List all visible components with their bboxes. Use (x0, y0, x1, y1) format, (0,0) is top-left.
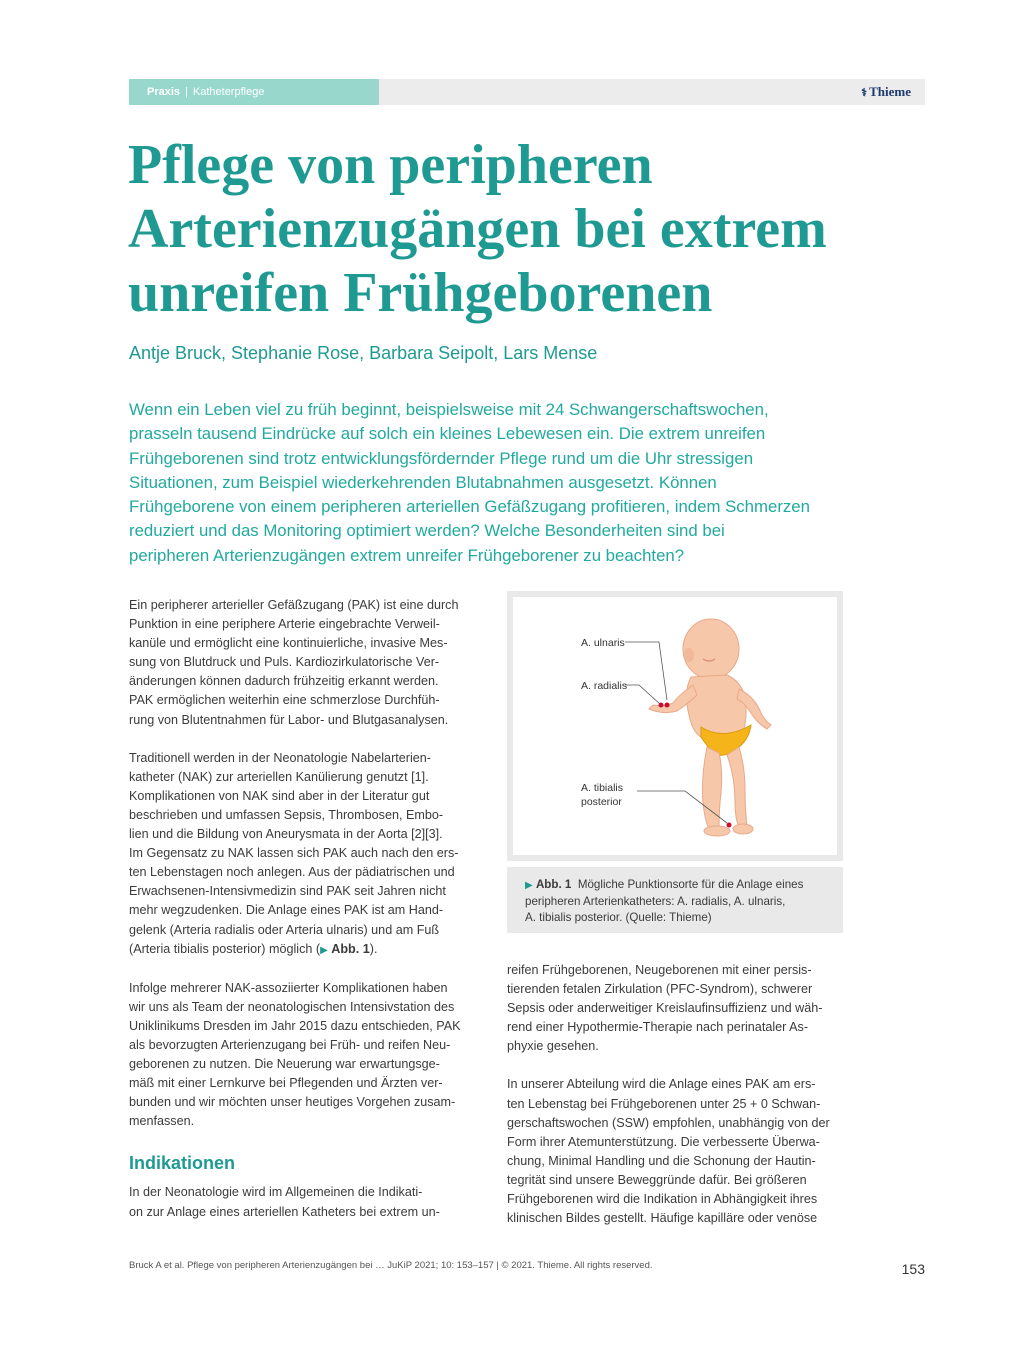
leader-line-radialis (625, 685, 661, 705)
text-line: tierenden fetalen Zirkulation (PFC-Syndrom), schwerer (507, 982, 813, 997)
lead-line: peripheren Arterienzugängen extrem unreifer Frühgeborener zu beachten? (129, 545, 685, 565)
text-line: phyxie gesehen. (507, 1039, 599, 1054)
infant-illustration (513, 597, 837, 855)
paragraph (507, 1075, 847, 1228)
text-line: mäß mit einer Lernkurve bei Pflegenden und Ärzten ver- (129, 1076, 443, 1091)
text-line: Infolge mehrerer NAK-assoziierter Komplikationen haben (129, 980, 448, 995)
puncture-point-ulnaris (665, 703, 670, 708)
text-line: Erwachsenen-Intensivmedizin sind PAK seit Jahren nicht (129, 884, 446, 899)
figure-image (513, 597, 837, 855)
section-separator: | (185, 86, 188, 98)
lead-line: Frühgeborene von einem peripheren arteriellen Gefäßzugang profitieren, indem Schmerzen (129, 497, 810, 517)
text-line: gelenk (Arteria radialis oder Arteria ulnaris) und am Fuß (129, 922, 440, 937)
figure-frame (507, 591, 843, 861)
publisher-name: Thieme (869, 84, 911, 99)
figure-caption (507, 867, 843, 933)
figure-reference-link[interactable]: Abb. 1 (331, 941, 370, 956)
authors: Antje Bruck, Stephanie Rose, Barbara Seipolt, Lars Mense (129, 343, 598, 363)
text-fragment: (Arteria tibialis posterior) möglich ( (129, 941, 321, 956)
text-line: Form ihrer Atemunterstützung. Die verbesserte Überwa- (507, 1134, 820, 1149)
caption-line: A. tibialis posterior. (Quelle: Thieme) (525, 911, 712, 924)
label-radialis: A. radialis (581, 680, 628, 692)
text-line: rend einer Hypothermie-Therapie nach perinataler As- (507, 1020, 809, 1035)
text-line: Traditionell werden in der Neonatologie Nabelarterien- (129, 750, 431, 765)
infant-body (649, 619, 771, 836)
text-line: Frühgeborenen wird die Indikation in Abhängigkeit ihres (507, 1192, 818, 1207)
text-line: als bevorzugten Arterienzugang bei Früh- und reifen Neu- (129, 1037, 451, 1052)
caption-text: Mögliche Punktionsorte für die Anlage eines (577, 878, 804, 891)
section-heading: Indikationen (129, 1153, 236, 1174)
topic-label: Katheterpflege (192, 86, 265, 98)
text-line: geborenen zu nutzen. Die Neuerung war erwartungsge- (129, 1057, 440, 1072)
text-line: Komplikationen von NAK sind aber in der Literatur gut (129, 788, 430, 803)
caption-figure-number: Abb. 1 (535, 878, 572, 891)
lead-line: Wenn ein Leben viel zu früh beginnt, beispielsweise mit 24 Schwangerschaftswochen, (129, 400, 769, 419)
caption-arrow-icon: ▶ (525, 880, 533, 891)
text-line: rung von Blutentnahmen für Labor- und Blutgasanalysen. (129, 712, 449, 727)
puncture-point-tibialis (727, 823, 732, 828)
paragraph-gap (129, 730, 469, 749)
footer-citation: Bruck A et al. Pflege von peripheren Arterienzugängen bei … JuKiP 2021; 10: 153–157 | © 2021. Thieme. All rights reserved. (129, 1260, 653, 1271)
figure-ref-arrow-icon: ▶ (320, 944, 328, 956)
paragraph (129, 1183, 469, 1221)
paragraph-gap (129, 1175, 469, 1183)
text-line: ten Lebenstag bei Frühgeborenen unter 25 + 0 Schwan- (507, 1096, 821, 1111)
text-line: bunden und wir möchten unser heutiges Vorgehen zusam- (129, 1095, 456, 1110)
section-label: Praxis (147, 86, 181, 98)
text-line: beschrieben und umfassen Sepsis, Thrombosen, Embo- (129, 807, 444, 822)
text-line: PAK ermöglichen weiterhin eine schmerzlose Durchfüh- (129, 693, 440, 708)
caption-line (525, 877, 843, 894)
text-line: Im Gegensatz zu NAK lassen sich PAK auch nach den ers- (129, 846, 459, 861)
paragraph (129, 596, 469, 730)
label-tibialis-1: A. tibialis (581, 782, 624, 794)
text-line: Uniklinikums Dresden im Jahr 2015 dazu entschieden, PAK (129, 1018, 461, 1033)
page-number: 153 (901, 1261, 925, 1277)
lead-line: reduziert und das Monitoring optimiert werden? Welche Besonderheiten sind bei (129, 521, 725, 541)
text-line: katheter (NAK) zur arteriellen Kanülierung genutzt [1]. (129, 769, 429, 784)
text-line: on zur Anlage eines arteriellen Katheters bei extrem un- (129, 1204, 440, 1219)
text-line: In der Neonatologie wird im Allgemeinen die Indikati- (129, 1185, 423, 1200)
text-line: mehr wegzudenken. Die Anlage eines PAK ist am Hand- (129, 903, 444, 918)
paragraph-gap (129, 960, 469, 979)
lead-paragraph (129, 398, 859, 568)
text-line: Ein peripherer arterieller Gefäßzugang (PAK) ist eine durch (129, 598, 459, 612)
lead-line: Frühgeborenen sind trotz entwicklungsfördernder Pflege rund um die Uhr stressigen (129, 448, 754, 468)
title-line: Pflege von peripheren (128, 134, 653, 196)
text-line: klinischen Bildes gestellt. Häufige kapilläre oder venöse (507, 1211, 818, 1226)
text-line: änderungen können dadurch frühzeitig erkannt werden. (129, 674, 439, 689)
title-line: unreifen Frühgeborenen (128, 262, 713, 324)
text-line: Sepsis oder anderweitiger Kreislaufinsuffizienz und wäh- (507, 1001, 823, 1016)
publisher-logo (861, 79, 911, 106)
text-line: chung, Minimal Handling und die Schonung der Hautin- (507, 1153, 816, 1168)
caption-line: peripheren Arterienkatheters: A. radialis, A. ulnaris, (525, 895, 786, 908)
text-fragment: ). (369, 941, 378, 956)
lead-line: Situationen, zum Beispiel wiederkehrenden Blutabnahmen ausgesetzt. Können (129, 472, 717, 492)
text-line: In unserer Abteilung wird die Anlage eines PAK am ers- (507, 1077, 816, 1092)
paragraph-gap (129, 1131, 469, 1151)
text-line: kanüle und ermöglicht eine kontinuierliche, invasive Mes- (129, 636, 448, 651)
label-tibialis-2: posterior (581, 796, 622, 808)
paragraph (507, 961, 847, 1056)
title-line: Arterienzugängen bei extrem (128, 198, 827, 260)
text-line: menfassen. (129, 1114, 195, 1129)
text-line: lien und die Bildung von Aneurysmata in der Aorta [2][3]. (129, 827, 443, 842)
text-line: Punktion in eine periphere Arterie eingebrachte Verweil- (129, 617, 440, 632)
paragraph (129, 749, 469, 960)
section-tag (129, 79, 379, 105)
thieme-logo-icon: ⚕ (861, 87, 868, 99)
text-line: ten Lebenstagen noch anlegen. Aus der pädiatrischen und (129, 865, 455, 880)
header-bar (129, 79, 925, 105)
paragraph-gap (507, 1056, 847, 1075)
text-line: gerschaftswochen (SSW) empfohlen, unabhängig von der (507, 1115, 830, 1130)
paragraph (129, 979, 469, 1132)
text-line (129, 940, 469, 960)
text-line: sung von Blutdruck und Puls. Kardiozirkulatorische Ver- (129, 655, 440, 670)
body-column-right (507, 961, 847, 1228)
body-column-left (129, 596, 469, 1222)
article-title (128, 133, 948, 325)
puncture-point-radialis (659, 703, 664, 708)
text-line: tegrität sind unsere Beweggründe dafür. Bei größeren (507, 1172, 807, 1187)
lead-line: prasseln tausend Eindrücke auf solch ein kleines Lebewesen ein. Die extrem unreifen (129, 424, 766, 444)
label-ulnaris: A. ulnaris (581, 637, 625, 649)
text-line: reifen Frühgeborenen, Neugeborenen mit einer persis- (507, 963, 812, 977)
text-line: wir uns als Team der neonatologischen Intensivstation des (129, 999, 455, 1014)
